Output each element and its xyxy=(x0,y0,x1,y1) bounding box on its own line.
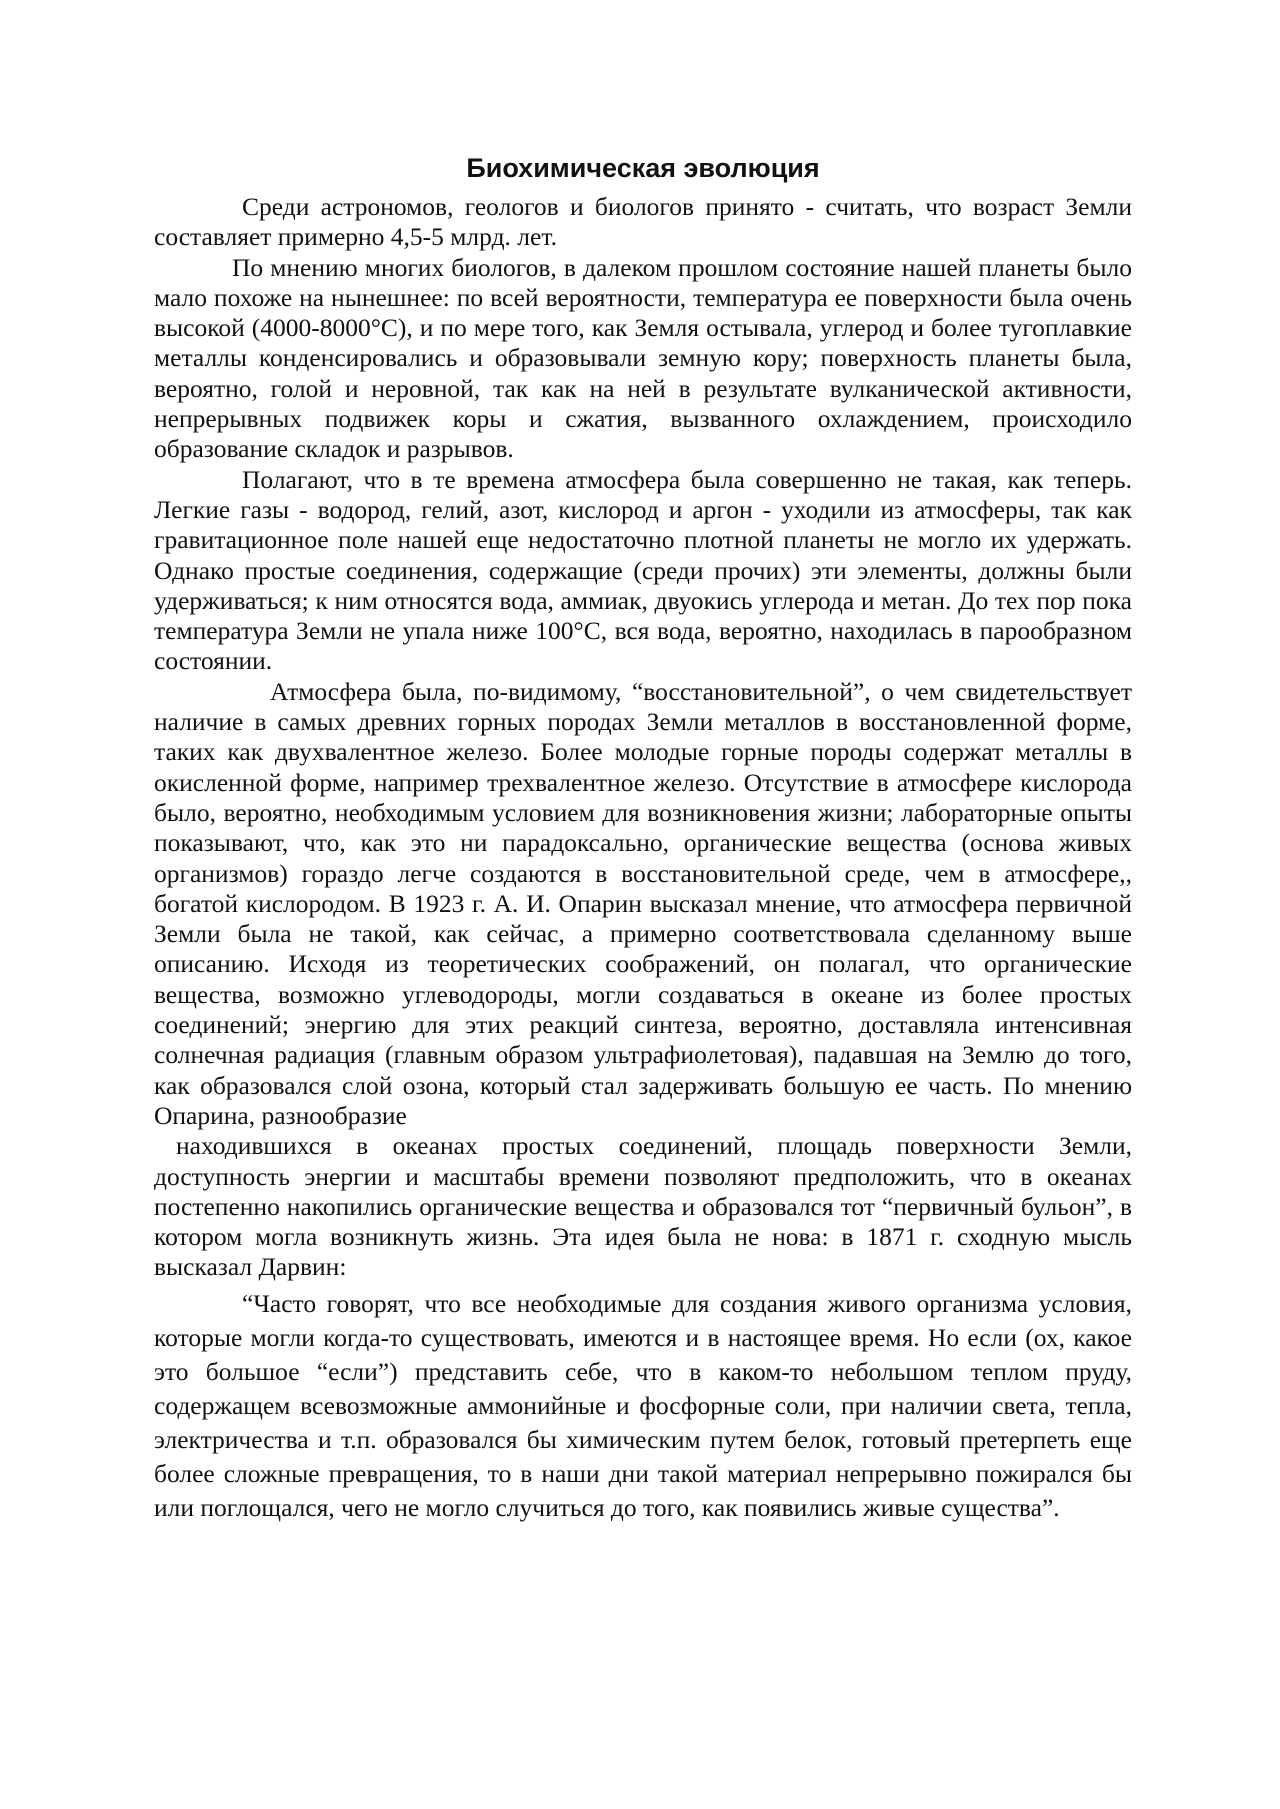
document-title: Биохимическая эволюция xyxy=(466,153,820,183)
paragraph-reducing-atmosphere: Атмосфера была, по-видимому, “восстановительной”, о чем свидетельствует наличие в самых древних горных породах Земли металлов в восстановленной форме, таких как двухвалентное железо. Более молодые горные породы содержат металлы в окисленной форме, например трехвалентное железо. Отсутствие в атмосфере кислорода было, вероятно, необходимым условием для возникновения жизни; лабораторные опыты показывают, что, как это ни парадоксально, органические вещества (основа живых организмов) гораздо легче создаются в восстановительной среде, чем в атмосфере,, богатой кислородом. В 1923 г. А. И. Опарин высказал мнение, что атмосфера первичной Земли была не такой, как сейчас, а примерно соответствовала сделанному выше описанию. Исходя из теоретических соображений, он полагал, что органические вещества, возможно углеводороды, могли создаваться в океане из более простых соединений; энергию для этих реакций синтеза, вероятно, доставляла интенсивная солнечная радиация (главным образом ультрафиолетовая), падавшая на Землю до того, как образовался слой озона, который стал задерживать большую ее часть. По мнению Опарина, разнообразие xyxy=(154,676,1132,1130)
paragraph-primordial-soup: находившихся в океанах простых соединений, площадь поверхности Земли, доступность энергии и масштабы времени позволяют предположить, что в океанах постепенно накопились органические вещества и образовался тот “первичный бульон”, в котором могла возникнуть жизнь. Эта идея была не нова: в 1871 г. сходную мысль высказал Дарвин: xyxy=(154,1131,1132,1282)
paragraph-early-planet: По мнению многих биологов, в далеком прошлом состояние нашей планеты было мало похоже на нынешнее: по всей вероятности, температура ее поверхности была очень высокой (4000-8000°С), и по мере того, как Земля остывала, углерод и более тугоплавкие металлы конденсировались и образовывали земную кору; поверхность планеты была, вероятно, голой и неровной, так как на ней в результате вулканической активности, непрерывных подвижек коры и сжатия, вызванного охлаждением, происходило образование складок и разрывов. xyxy=(154,252,1132,464)
paragraph-earth-age: Среди астрономов, геологов и биологов принято - считать, что возраст Земли составляет примерно 4,5-5 млрд. лет. xyxy=(154,192,1132,252)
document-page xyxy=(154,150,1132,1525)
darwin-quote: “Часто говорят, что все необходимые для создания живого организма условия, которые могли когда-то существовать, имеются и в настоящее время. Но если (ох, какое это большое “если”) представить себе, что в каком-то небольшом теплом пруду, содержащем всевозможные аммонийные и фосфорные соли, при наличии света, тепла, электричества и т.п. образовался бы химическим путем белок, готовый претерпеть еще более сложные превращения, то в наши дни такой материал непрерывно пожирался бы или поглощался, чего не могло случиться до того, как появились живые существа”. xyxy=(154,1288,1132,1522)
paragraph-atmosphere-gases: Полагают, что в те времена атмосфера была совершенно не такая, как теперь. Легкие газы - водород, гелий, азот, кислород и аргон - уходили из атмосферы, так как гравитационное поле нашей еще недостаточно плотной планеты не могло их удержать. Однако простые соединения, содержащие (среди прочих) эти элементы, должны были удерживаться; к ним относятся вода, аммиак, двуокись углерода и метан. До тех пор пока температура Земли не упала ниже 100°С, вся вода, вероятно, находилась в парообразном состоянии. xyxy=(154,464,1132,676)
